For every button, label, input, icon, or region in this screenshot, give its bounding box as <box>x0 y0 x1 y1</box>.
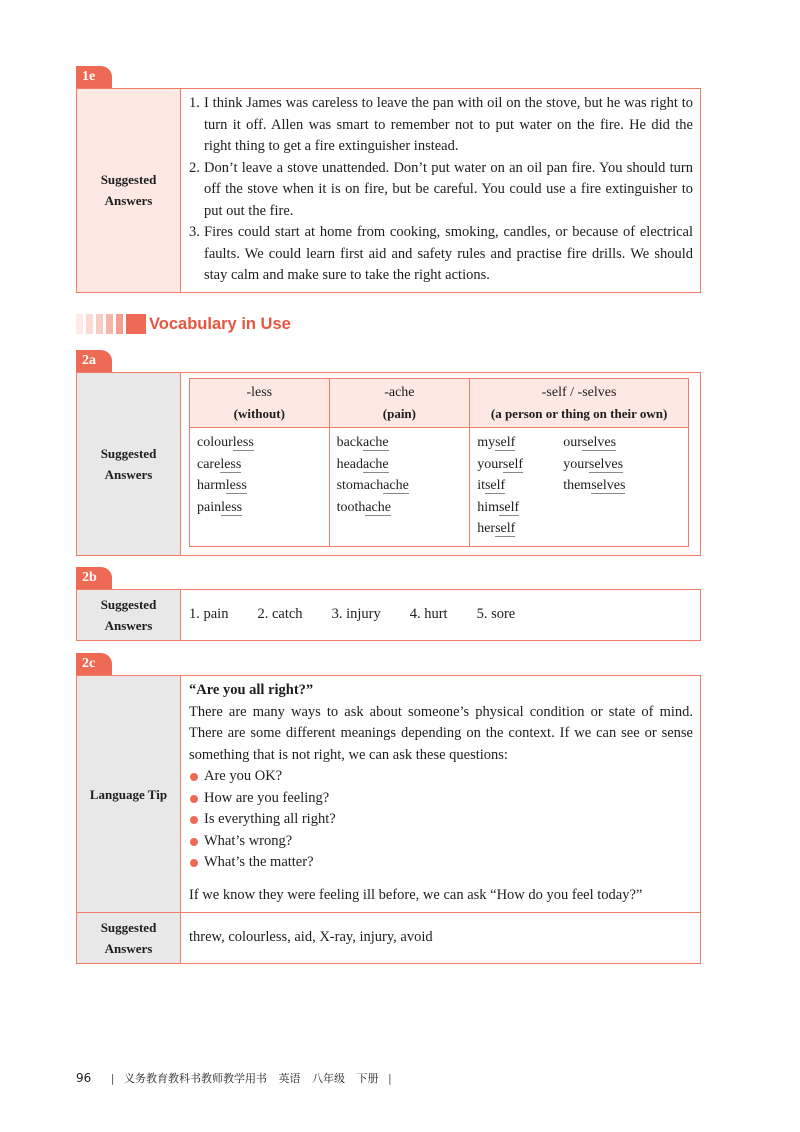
column-header: -less (without) <box>190 379 330 428</box>
page-number: 96 <box>76 1071 92 1085</box>
word-item: stomachache <box>336 478 409 493</box>
word-item: headache <box>336 456 389 472</box>
question-item: What’s the matter? <box>189 852 693 874</box>
tip-intro: There are many ways to ask about someone’s physical condition or state of mind. There are some different meanings depending on the context. If we can see or sense something that is not right, we can ask these questions: <box>189 703 693 763</box>
word-item: careless <box>197 456 242 472</box>
word-cell <box>470 428 689 547</box>
subject: 英语 <box>278 1072 301 1085</box>
question-list <box>189 766 693 874</box>
volume: 下册 <box>356 1072 379 1085</box>
answer-item: 3. Fires could start at home from cooking, smoking, candles, or because of electrical faults. We could learn first aid and safety rules and practise fire drills. We should stay calm and make sure to take the right actions. <box>189 224 693 283</box>
language-tip-content <box>181 676 700 912</box>
word-cell <box>329 428 470 547</box>
answer-item: 5. sore <box>476 606 516 623</box>
tip-outro: If we know they were feeling ill before, we can ask “How do you feel today?” <box>189 886 643 903</box>
row-label: Suggested Answers <box>77 913 181 963</box>
word-item: harmless <box>197 478 247 493</box>
answer-item: 1. I think James was careless to leave the pan with oil on the stove, but he was right to turn it off. Allen was smart to remember not to put water on the fire. He did the right thing to get a fire extinguisher instead. <box>189 95 693 154</box>
word-item: themselves <box>563 478 626 493</box>
row-label: Suggested Answers <box>77 590 181 640</box>
row-label: Suggested Answers <box>77 89 181 292</box>
answer-box <box>76 675 701 964</box>
answer-item: 1. pain <box>189 606 229 623</box>
word-item: yourselves <box>563 456 624 472</box>
book-title: 义务教育教科书教师教学用书 <box>124 1072 267 1085</box>
word-item: backache <box>336 435 389 450</box>
word-item: painless <box>197 499 243 515</box>
word-cell <box>190 428 330 547</box>
question-item: How are you feeling? <box>189 788 693 810</box>
column-header: -ache (pain) <box>329 379 470 428</box>
section-tag: 2c <box>76 653 112 675</box>
page-footer: 96 | 义务教育教科书教师教学用书 英语 八年级 下册 | <box>76 1071 392 1085</box>
word-item: itself <box>477 478 506 493</box>
answer-item: 2. Don’t leave a stove unattended. Don’t put water on an oil pan fire. You should turn off the stove when it is on fire, but be careful. You could use a fire extinguisher to put out the fire. <box>189 159 693 219</box>
word-item: herself <box>477 521 516 536</box>
word-item: himself <box>477 499 520 515</box>
tip-title: “Are you all right?” <box>189 682 314 698</box>
word-item: myself <box>477 435 516 450</box>
row-label: Suggested Answers <box>77 373 181 555</box>
language-tip-label: Language Tip <box>77 676 181 912</box>
answer-list <box>189 93 693 287</box>
section-tag: 1e <box>76 66 112 88</box>
word-item: colourless <box>197 435 254 450</box>
answer-box <box>76 88 701 293</box>
answer-content: threw, colourless, aid, X-ray, injury, avoid <box>189 929 433 946</box>
question-item: What’s wrong? <box>189 831 693 853</box>
word-item: toothache <box>336 499 391 515</box>
answer-item: 4. hurt <box>409 606 448 623</box>
section-tag: 2a <box>76 350 112 372</box>
column-header: -self / -selves (a person or thing on their own) <box>470 379 689 428</box>
answer-item: 3. injury <box>331 606 381 623</box>
answer-content <box>181 590 700 640</box>
section-title: Vocabulary in Use <box>149 315 291 333</box>
question-item: Are you OK? <box>189 766 693 788</box>
question-item: Is everything all right? <box>189 809 693 831</box>
answer-box <box>76 589 701 641</box>
suffix-table <box>189 378 689 547</box>
word-item: yourself <box>477 456 524 472</box>
answer-box <box>76 372 701 556</box>
answer-item: 2. catch <box>257 606 303 623</box>
section-tag: 2b <box>76 567 112 589</box>
grade: 八年级 <box>312 1072 345 1085</box>
answer-content <box>181 89 700 292</box>
word-item: ourselves <box>563 435 617 450</box>
